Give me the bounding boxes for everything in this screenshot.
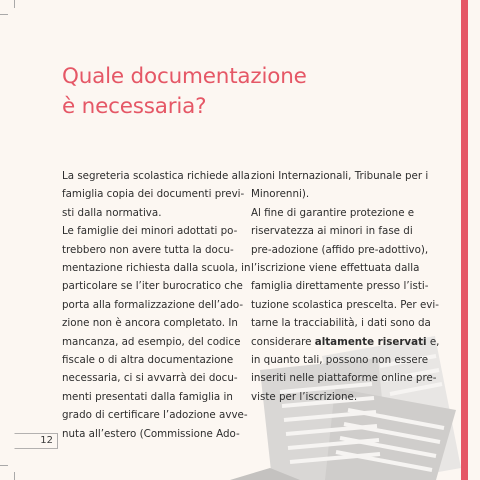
crop-mark — [14, 0, 15, 8]
crop-mark — [0, 465, 8, 466]
page-title — [62, 62, 392, 122]
text-column-right — [251, 167, 440, 406]
text-line: La segreteria scolastica richiede alla — [62, 170, 250, 182]
crop-mark — [0, 14, 8, 15]
text-line: l’iscrizione viene effettuata dalla — [251, 262, 420, 275]
text-line: pre-adozione (affido pre-adottivo), — [251, 243, 429, 256]
text-fragment: e, — [426, 335, 440, 348]
text-line: zioni Internazionali, Tribunale per i — [251, 170, 429, 182]
text-line: grado di certificare l’adozione avve- — [62, 409, 248, 422]
text-line: tarne la tracciabilità, i dati sono da — [251, 317, 431, 330]
text-line: riservatezza ai minori in fase di — [251, 225, 413, 238]
text-line: zione non è ancora completato. In — [62, 317, 238, 330]
text-line: tuzione scolastica prescelta. Per evi- — [251, 298, 439, 311]
text-line-emphasis — [251, 333, 440, 351]
text-line: mentazione richiesta dalla scuola, in — [62, 262, 251, 275]
text-line: in quanto tali, possono non essere — [251, 354, 429, 367]
text-line: famiglia copia dei documenti previ- — [62, 188, 245, 201]
text-line: trebbero non avere tutta la docu- — [62, 243, 234, 256]
title-line: Quale documentazione — [62, 64, 307, 89]
text-line: menti presentati dalla famiglia in — [62, 390, 233, 403]
text-line: necessaria, ci si avvarrà dei docu- — [62, 372, 238, 385]
text-line: inseriti nelle piattaforme online pre- — [251, 372, 437, 385]
crop-mark — [14, 472, 15, 480]
text-fragment: considerare — [251, 335, 315, 348]
bold-text: altamente riservati — [314, 335, 427, 348]
text-line: porta alla formalizzazione dell’ado- — [62, 298, 244, 311]
text-line: Al fine di garantire protezione e — [251, 206, 415, 219]
accent-sidebar — [461, 0, 468, 480]
text-line: particolare se l’iter burocratico che — [62, 280, 243, 293]
text-line: famiglia direttamente presso l’isti- — [251, 280, 429, 293]
page-number: 12 — [40, 435, 53, 446]
text-line: fiscale o di altra documentazione — [62, 354, 234, 367]
title-line: è necessaria? — [62, 94, 207, 119]
text-line: mancanza, ad esempio, del codice — [62, 335, 241, 348]
text-column-left — [62, 167, 251, 443]
text-line: Le famiglie dei minori adottati po- — [62, 225, 238, 238]
text-line: viste per l’iscrizione. — [251, 390, 358, 403]
text-line: Minorenni). — [251, 188, 310, 201]
text-line: nuta all’estero (Commissione Ado- — [62, 427, 240, 440]
text-line: sti dalla normativa. — [62, 206, 162, 219]
